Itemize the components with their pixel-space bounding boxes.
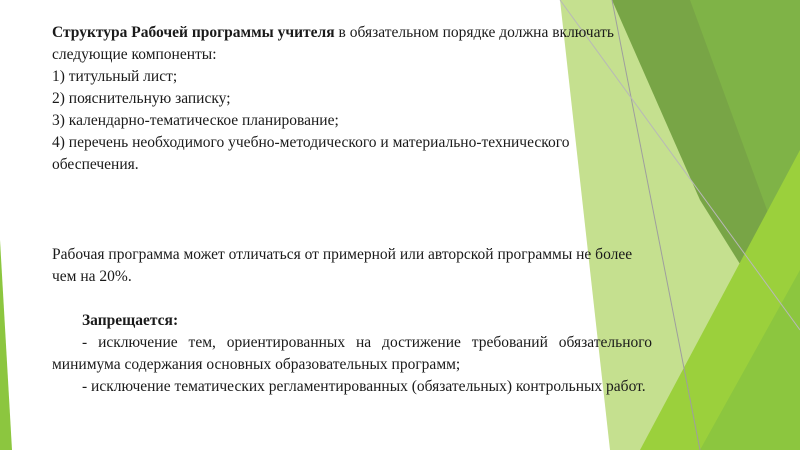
list-item: 4) перечень необходимого учебно-методического и материально-технического обеспечения. bbox=[52, 134, 570, 173]
list-item: 3) календарно-тематическое планирование; bbox=[52, 112, 339, 129]
intro-rest: в обязательном порядке должна включать bbox=[334, 24, 614, 41]
forbidden-item: - исключение тематических регламентированных (обязательных) контрольных работ. bbox=[82, 378, 646, 395]
list-item: 1) титульный лист; bbox=[52, 68, 178, 85]
intro-line2: следующие компоненты: bbox=[52, 46, 217, 63]
left-green-sliver bbox=[0, 240, 12, 450]
restrictions-block bbox=[52, 244, 652, 398]
forbidden-item: - исключение тем, ориентированных на достижение требований обязательного минимума содержания основных образовательных программ; bbox=[52, 334, 652, 373]
components-block bbox=[20, 22, 645, 176]
forbidden-title: Запрещается: bbox=[82, 312, 179, 329]
deviation-paragraph: Рабочая программа может отличаться от примерной или авторской программы не более чем на 20%. bbox=[52, 246, 633, 285]
intro-bold: Структура Рабочей программы учителя bbox=[52, 24, 335, 41]
intro-paragraph bbox=[20, 22, 645, 44]
list-item: 2) пояснительную записку; bbox=[52, 90, 231, 107]
